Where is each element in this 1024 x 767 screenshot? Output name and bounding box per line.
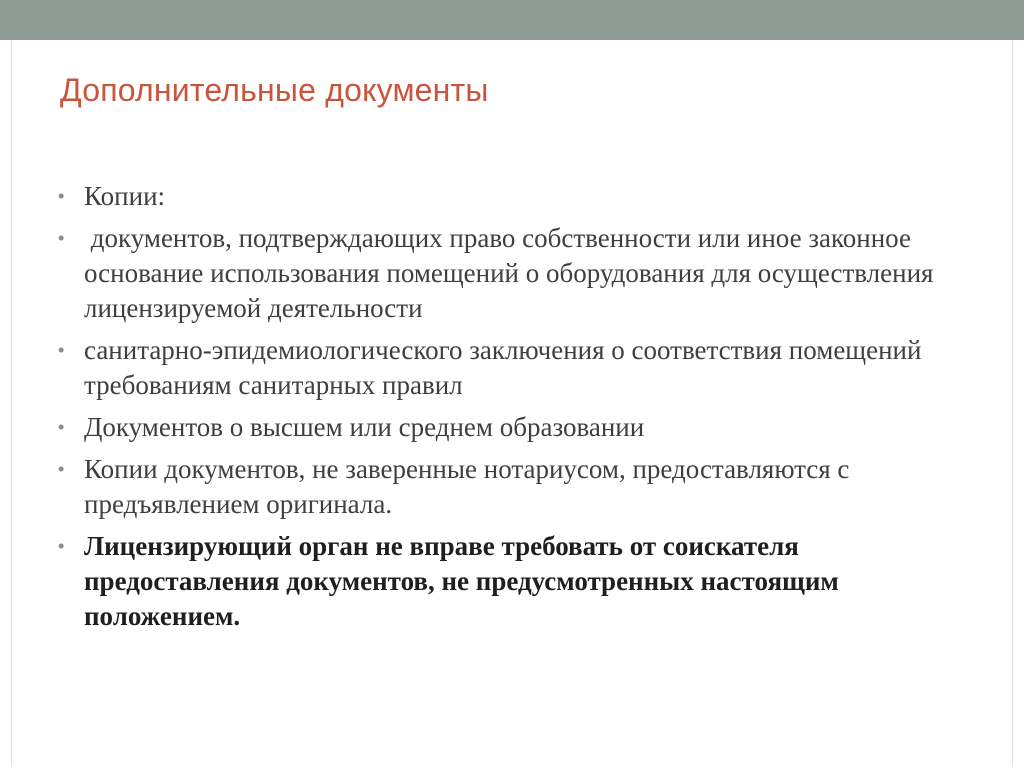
bullet-dot-icon: • xyxy=(58,228,65,248)
bullet-text: санитарно-эпидемиологического заключения о соответствия помещений требованиям санитарных правил xyxy=(84,335,922,400)
bullet-dot-icon: • xyxy=(58,340,65,360)
bullet-dot-icon: • xyxy=(58,417,65,437)
bullet-dot-icon: • xyxy=(58,186,65,206)
bullet-text: Копии документов, не заверенные нотариусом, предоставляются с предъявлением оригинала. xyxy=(84,454,850,519)
bullet-item-ownership-documents xyxy=(58,221,958,326)
bullet-item-uncertified-copies xyxy=(58,452,958,522)
bullet-text: документов, подтверждающих право собственности или иное законное основание использования помещений о оборудования для осуществления лицензируемой деятельности xyxy=(84,223,941,323)
bullet-dot-icon: • xyxy=(58,536,65,556)
bullet-item-sanitary-conclusion xyxy=(58,333,958,403)
bullet-list xyxy=(58,179,958,641)
bullet-text: Документов о высшем или среднем образовании xyxy=(84,412,645,442)
bullet-text: Копии: xyxy=(84,181,166,211)
bullet-dot-icon: • xyxy=(58,459,65,479)
bullet-text: Лицензирующий орган не вправе требовать от соискателя предоставления документов, не предусмотренных настоящим положением. xyxy=(84,531,839,631)
left-border-line xyxy=(11,40,12,767)
bullet-item-copies xyxy=(58,179,958,214)
bullet-item-licensing-authority-note xyxy=(58,529,958,634)
right-border-line xyxy=(1012,40,1013,767)
top-band xyxy=(0,0,1024,40)
slide-title: Дополнительные документы xyxy=(60,72,489,108)
bullet-item-education-documents xyxy=(58,410,958,445)
